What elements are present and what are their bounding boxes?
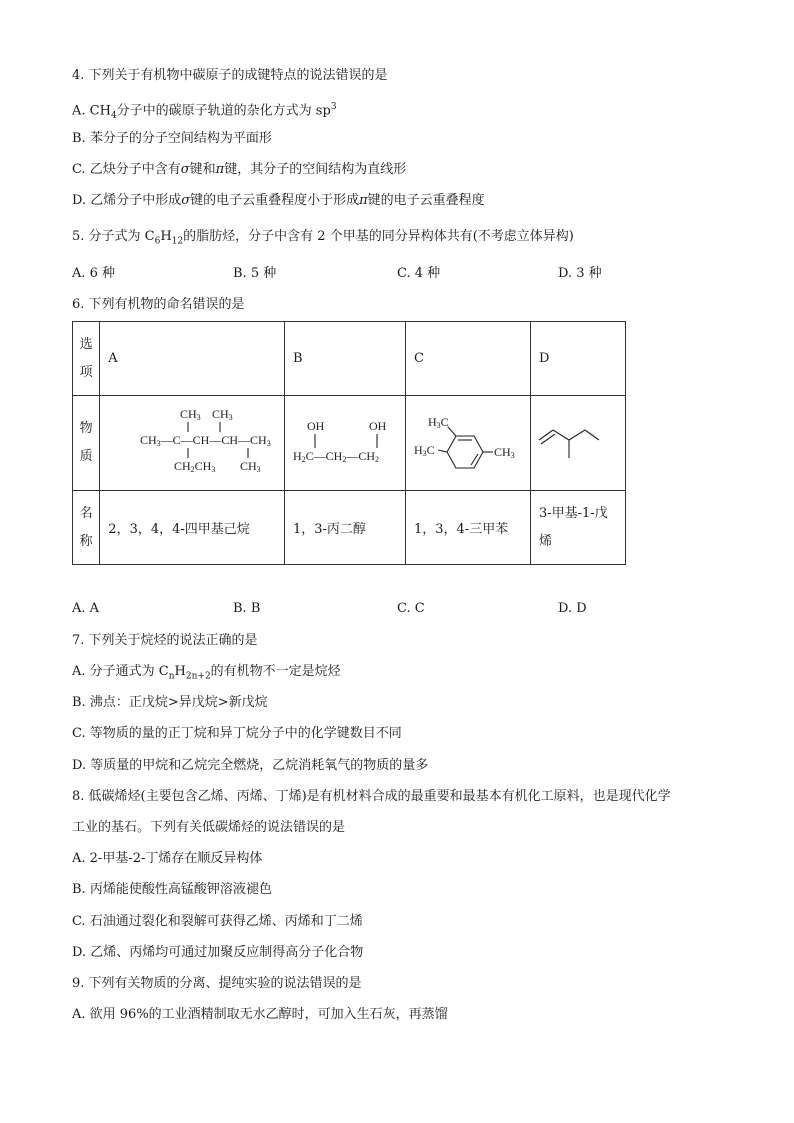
q4-option-a: A. $CH_4$分子中的碳原子轨道的杂化方式为 $sp^3$ xyxy=(72,102,337,121)
q4-option-c: C. 乙炔分子中含有σ键和π键，其分子的空间结构为直线形 xyxy=(72,162,407,177)
header-mingcheng: 名 称 xyxy=(73,491,100,565)
q8-option-c: C. 石油通过裂化和裂解可获得乙烯、丙烯和丁二烯 xyxy=(72,914,363,929)
struct-a-ch3-top2: CH3 xyxy=(212,407,233,422)
structure-b-formula xyxy=(285,396,405,486)
header-wuzhi: 物 质 xyxy=(73,396,100,491)
q8-option-b: B. 丙烯能使酸性高锰酸钾溶液褪色 xyxy=(72,882,272,897)
structure-d-cell xyxy=(531,396,626,491)
q5-option-c: C. 4 种 xyxy=(397,266,441,281)
q6-option-c: C. C xyxy=(397,601,425,616)
q9-option-a: A. 欲用 96%的工业酒精制取无水乙醇时，可加入生石灰，再蒸馏 xyxy=(72,1007,448,1022)
q6-option-a: A. A xyxy=(72,601,100,616)
struct-b-oh1: OH xyxy=(306,419,325,433)
pi-symbol: π xyxy=(215,162,225,177)
q8-option-d: D. 乙烯、丙烯均可通过加聚反应制得高分子化合物 xyxy=(72,945,364,960)
struct-b-oh2: OH xyxy=(368,419,387,433)
name-c: 1，3，4-三甲苯 xyxy=(405,491,530,565)
q8-stem-line1: 8. 低碳烯烃(主要包含乙烯、丙烯、丁烯)是有机材料合成的最重要和最基本有机化工原料，也是现代化学 xyxy=(72,789,671,804)
benzene-ring xyxy=(447,436,483,468)
struct-a-ch3-top1: CH3 xyxy=(180,407,201,422)
header-xuanxiang: 选 项 xyxy=(73,322,100,396)
q6-stem: 6. 下列有机物的命名错误的是 xyxy=(72,297,245,312)
q8-option-a: A. 2-甲基-2-丁烯存在顺反异构体 xyxy=(72,851,263,866)
table-row xyxy=(73,322,626,396)
q5-stem: 5. 分子式为 $C_6H_{12}$的脂肪烃，分子中含有 2 个甲基的同分异构体共有(不考虑立体异构) xyxy=(72,229,574,247)
structure-d-skeletal xyxy=(531,396,625,486)
table-row xyxy=(73,396,626,491)
sigma-symbol: σ xyxy=(180,162,190,177)
structure-c-cell xyxy=(405,396,530,491)
q6-option-d: D. D xyxy=(558,601,587,616)
q4-stem: 4. 下列关于有机物中碳原子的成键特点的说法错误的是 xyxy=(72,68,388,83)
name-a: 2，3，4，4-四甲基己烷 xyxy=(100,491,285,565)
col-label-c: C xyxy=(405,322,530,396)
struct-a-ch3-bottom: CH3 xyxy=(240,459,261,474)
q7-option-d: D. 等质量的甲烷和乙烷完全燃烧，乙烷消耗氧气的物质的量多 xyxy=(72,758,429,773)
struct-c-left-h3c: H3C xyxy=(413,443,435,458)
q5-option-d: D. 3 种 xyxy=(558,266,602,281)
structure-a-cell xyxy=(100,396,285,491)
q7-option-c: C. 等物质的量的正丁烷和异丁烷分子中的化学键数目不同 xyxy=(72,726,402,741)
col-label-d: D xyxy=(531,322,626,396)
struct-a-main-chain: CH3—C—CH—CH—CH3 xyxy=(140,433,271,448)
structure-b-cell xyxy=(284,396,405,491)
name-d: 3-甲基-1-戊 烯 xyxy=(531,491,626,565)
q7-stem: 7. 下列关于烷烃的说法正确的是 xyxy=(72,633,258,648)
name-b: 1，3-丙二醇 xyxy=(284,491,405,565)
table-row xyxy=(73,491,626,565)
q4-option-b: B. 苯分子的分子空间结构为平面形 xyxy=(72,131,272,146)
col-label-a: A xyxy=(100,322,285,396)
q5-option-a: A. 6 种 xyxy=(72,266,116,281)
q8-stem-line2: 工业的基石。下列有关低碳烯烃的说法错误的是 xyxy=(72,820,346,835)
q9-stem: 9. 下列有关物质的分离、提纯实验的说法错误的是 xyxy=(72,976,362,991)
struct-a-ethyl: CH2CH3 xyxy=(174,459,216,474)
struct-c-right-ch3: CH3 xyxy=(493,445,515,460)
q4-option-d: D. 乙烯分子中形成σ键的电子云重叠程度小于形成π键的电子云重叠程度 xyxy=(72,193,485,208)
structure-c-formula xyxy=(406,396,530,486)
struct-c-top-h3c: H3C xyxy=(427,415,449,430)
structure-a-formula xyxy=(100,396,276,486)
q5-option-b: B. 5 种 xyxy=(233,266,277,281)
q7-option-a: A. 分子通式为 $C_nH_{2n+2}$的有机物不一定是烷烃 xyxy=(72,664,341,682)
q6-option-b: B. B xyxy=(233,601,261,616)
struct-b-chain: H2C—CH2—CH2 xyxy=(292,449,380,464)
q6-table xyxy=(72,321,626,565)
col-label-b: B xyxy=(284,322,405,396)
q7-option-b: B. 沸点：正戊烷>异戊烷>新戊烷 xyxy=(72,695,268,710)
